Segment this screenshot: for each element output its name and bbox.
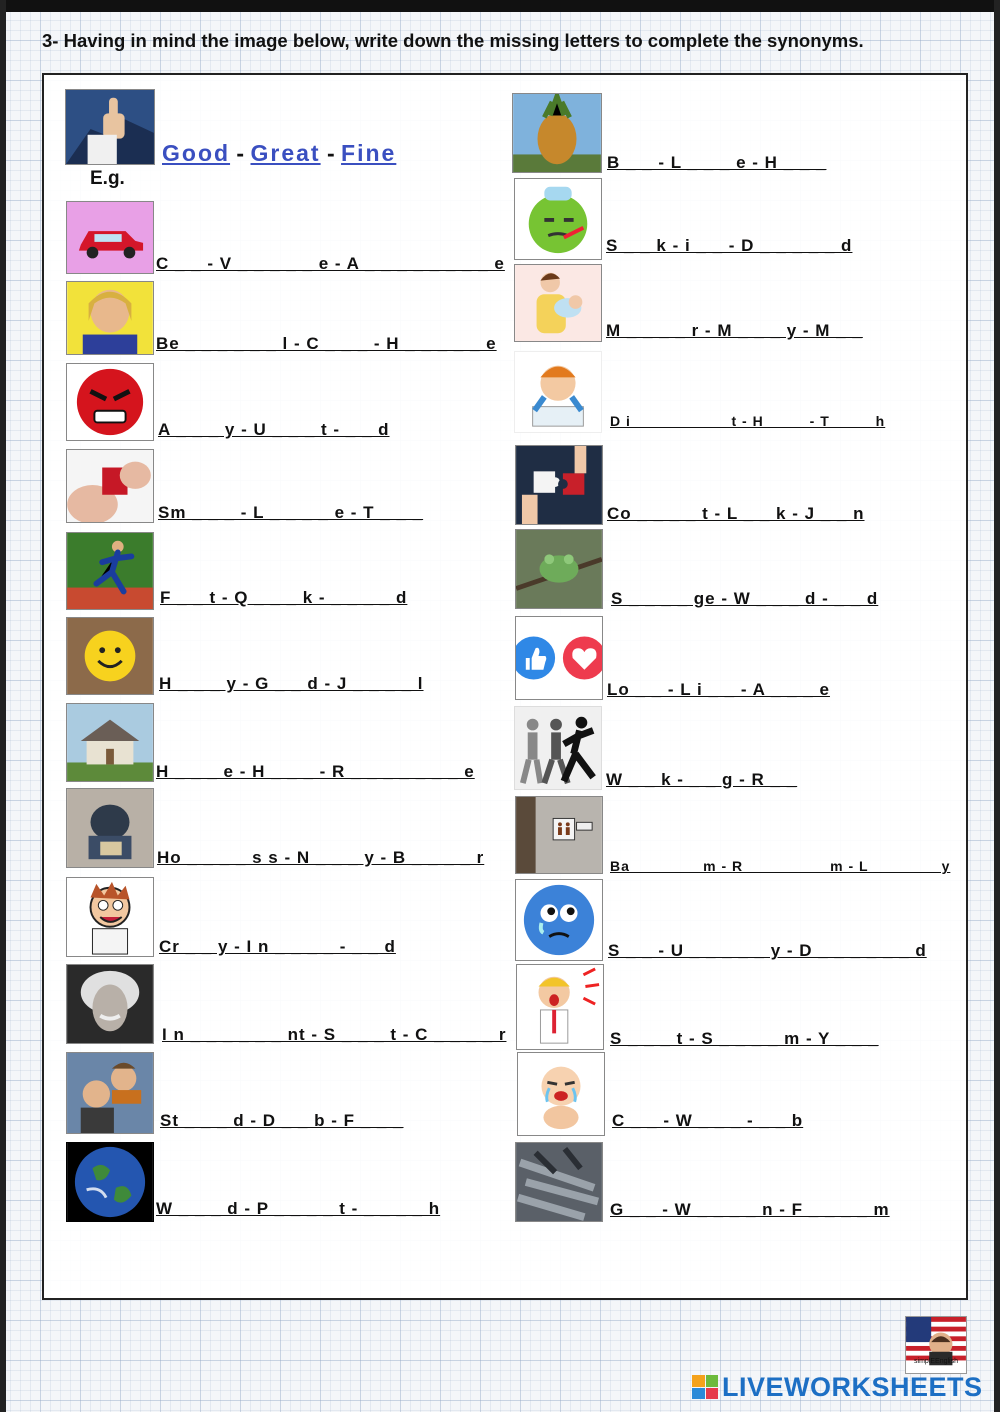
like-love-image (515, 616, 603, 700)
angry-face-image (66, 363, 154, 441)
example-label: E.g. (90, 168, 125, 189)
crying-baby-image (517, 1052, 605, 1136)
toilet-sign-image (515, 796, 603, 874)
pineapple-image (512, 93, 602, 173)
answer-line[interactable]: I n _ _ _ _ _ _ nt - S _ _ _ t - C _ _ _ _ r (162, 1025, 507, 1044)
example-word: Great (250, 140, 321, 166)
silly-men-image (66, 1052, 154, 1134)
puzzle-image (515, 445, 603, 525)
walkers-image (514, 706, 602, 790)
left-frame-bar (0, 0, 6, 1412)
prince-image (66, 281, 154, 355)
example-separator: - (230, 140, 251, 166)
example-word: Good (162, 140, 231, 166)
simpleenglish-flag-logo (905, 1316, 967, 1374)
answer-line[interactable]: Ho _ _ _ _ s s - N _ _ _ y - B _ _ _ _ r (157, 848, 485, 867)
answer-line[interactable]: St _ _ _ d - D _ _ b - F _ _ _ (160, 1111, 404, 1130)
house-image (66, 703, 154, 782)
answer-line[interactable]: S _ _ - U _ _ _ _ _ y - D _ _ _ _ _ _ d (608, 941, 927, 960)
liveworksheets-logo-icon (692, 1375, 718, 1399)
answer-line[interactable]: W _ _ k - _ _ g - R _ _ (606, 770, 798, 789)
student-thinking-image (514, 351, 602, 433)
exercise-instruction: 3- Having in mind the image below, write down the missing letters to complete the synonyms. (42, 30, 864, 51)
example-answer (162, 140, 396, 167)
answer-line[interactable]: C _ _ - V _ _ _ _ _ e - A _ _ _ _ _ _ _ _ e (156, 254, 505, 273)
sad-face-image (515, 879, 603, 961)
answer-line[interactable]: Be _ _ _ _ _ _ l - C _ _ _ - H _ _ _ _ _ e (156, 334, 497, 353)
smiley-image (66, 617, 154, 695)
answer-line[interactable]: Ba _ _ _ _ _ m - R _ _ _ _ _ _ m - L _ _ _ _ _ y (610, 858, 951, 874)
earth-image (66, 1142, 154, 1222)
car-image (66, 201, 154, 274)
answer-line[interactable]: M _ _ _ _ r - M _ _ _ y - M _ _ (606, 321, 863, 340)
small-block-image (66, 449, 154, 523)
runner-image (66, 532, 154, 610)
answer-line[interactable]: S _ _ _ _ ge - W _ _ _ d - _ _ d (611, 589, 879, 608)
mother-baby-image (514, 264, 602, 342)
weapons-image (515, 1142, 603, 1222)
brand-text: LIVEWORKSHEETS (722, 1371, 983, 1402)
homeless-image (66, 788, 154, 868)
flag-caption: simplEEnglish (914, 1358, 958, 1365)
answer-line[interactable]: S _ _ k - i _ _ - D _ _ _ _ _ d (606, 236, 853, 255)
answer-line[interactable]: S _ _ _ t - S _ _ _ _ m - Y _ _ _ (610, 1029, 879, 1048)
answer-line[interactable]: D i _ _ _ _ _ _ _ t - H _ _ _ - T _ _ _ h (610, 413, 886, 429)
answer-line[interactable]: C _ _ - W _ _ _ - _ _ b (612, 1111, 804, 1130)
answer-line[interactable]: G _ _ - W _ _ _ _ n - F _ _ _ _ m (610, 1200, 890, 1219)
liveworksheets-brand (692, 1372, 983, 1402)
right-frame-bar (994, 0, 1000, 1412)
answer-line[interactable]: H _ _ _ e - H _ _ _ - R _ _ _ _ _ _ _ e (156, 762, 475, 781)
scared-boy-image (516, 964, 604, 1050)
answer-line[interactable]: W _ _ _ d - P _ _ _ _ t - _ _ _ _ h (156, 1199, 441, 1218)
einstein-image (66, 964, 154, 1044)
answer-line[interactable]: Cr _ _ y - I n _ _ _ _ - _ _ d (159, 937, 396, 956)
answer-line[interactable]: H _ _ _ y - G _ _ d - J _ _ _ _ l (159, 674, 424, 693)
answer-line[interactable]: F _ _ t - Q _ _ _ k - _ _ _ _ d (160, 588, 408, 607)
answer-line[interactable]: Co _ _ _ _ t - L _ _ k - J _ _ n (607, 504, 865, 523)
answer-line[interactable]: Lo _ _ - L i _ _ - A _ _ _ e (607, 680, 830, 699)
example-word: Fine (341, 140, 397, 166)
answer-line[interactable]: B _ _ - L _ _ _ e - H _ _ _ (607, 153, 827, 172)
answer-line[interactable]: Sm _ _ _ - L _ _ _ _ e - T _ _ _ (158, 503, 424, 522)
frog-image (515, 529, 603, 609)
crazy-cartoon-image (66, 877, 154, 957)
thumbs-up-image (65, 89, 155, 165)
example-separator: - (320, 140, 342, 166)
sick-face-image (514, 178, 602, 260)
answer-line[interactable]: A _ _ _ y - U _ _ _ t - _ _ d (158, 420, 390, 439)
top-frame-bar (0, 0, 1000, 12)
